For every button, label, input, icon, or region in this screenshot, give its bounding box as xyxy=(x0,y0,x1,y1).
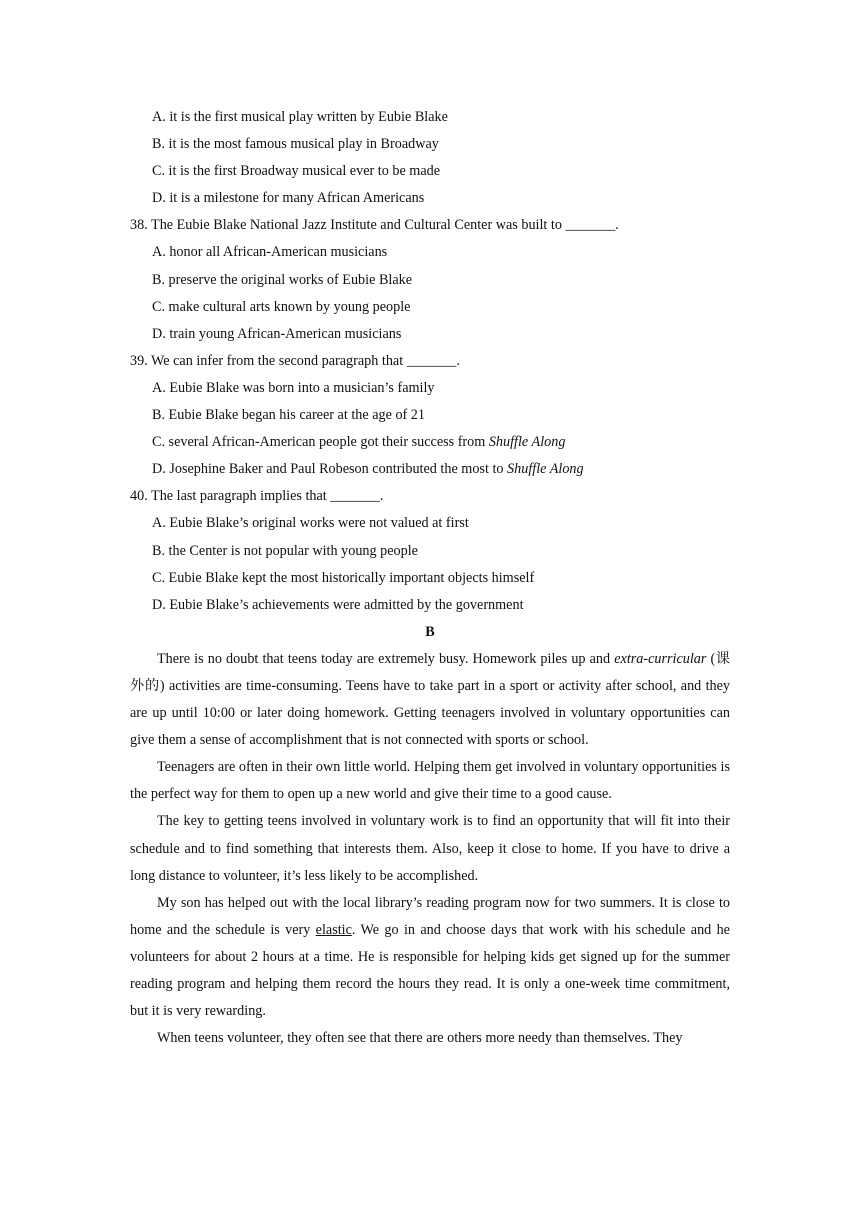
italic-title: Shuffle Along xyxy=(507,461,584,478)
italic-term: extra-curricular xyxy=(614,650,707,667)
option-a: A. Eubie Blake was born into a musician’s family xyxy=(152,379,435,396)
option-a: A. Eubie Blake’s original works were not valued at first xyxy=(152,515,469,532)
question-stem: 40. The last paragraph implies that _______. xyxy=(130,488,384,505)
passage-paragraph-1 xyxy=(130,646,730,754)
option-d xyxy=(130,456,730,483)
passage-paragraph-3 xyxy=(130,808,730,889)
option-c xyxy=(130,429,730,456)
paragraph-text: . We go in and choose days that work with his schedule and he volunteers for about 2 hours at a time. He is responsible for helping kids get signed up for the summer reading program and helping them record the hours they read. It is only a one-week time commitment, but it is very rewarding. xyxy=(130,921,730,1020)
option-d: D. train young African-American musicians xyxy=(152,325,402,342)
passage-paragraph-4 xyxy=(130,890,730,1025)
option-c: C. Eubie Blake kept the most historically important objects himself xyxy=(152,569,535,586)
option-d: D. Eubie Blake’s achievements were admitted by the government xyxy=(152,596,524,613)
question-39 xyxy=(130,348,730,483)
option-b: B. preserve the original works of Eubie Blake xyxy=(152,271,413,288)
option-b: B. Eubie Blake began his career at the age of 21 xyxy=(152,407,425,424)
option-text: D. Josephine Baker and Paul Robeson contributed the most to xyxy=(152,461,508,478)
option-a: A. it is the first musical play written by Eubie Blake xyxy=(152,109,448,125)
paragraph-text: Teenagers are often in their own little world. Helping them get involved in voluntary opportunities is the perfect way for them to open up a new world and give their time to a good cause. xyxy=(130,759,730,803)
option-d: D. it is a milestone for many African Americans xyxy=(152,190,425,207)
question-stem: 39. We can infer from the second paragraph that _______. xyxy=(130,352,460,369)
paragraph-text: The key to getting teens involved in voluntary work is to find an opportunity that will fit into their schedule and to find something that interests them. Also, keep it close to home. If you have to drive a long distance to volunteer, it’s less likely to be accomplished. xyxy=(130,813,730,884)
option-c: C. it is the first Broadway musical ever to be made xyxy=(152,163,441,180)
question-37-options xyxy=(130,104,730,212)
underlined-word: elastic xyxy=(315,921,352,938)
passage-paragraph-5 xyxy=(130,1025,730,1052)
question-38 xyxy=(130,212,730,347)
option-text: C. several African-American people got their success from xyxy=(152,434,489,451)
paragraph-text: There is no doubt that teens today are extremely busy. Homework piles up and xyxy=(157,650,615,667)
paragraph-text: (课外的) activities are time-consuming. Teens have to take part in a sport or activity after school, and they are up until 10:00 or later doing homework. Getting teenagers involved in voluntary opportunities can give them a sense of accomplishment that is not connected with sports or school. xyxy=(130,650,730,749)
paragraph-text: When teens volunteer, they often see that there are others more needy than themselves. They xyxy=(157,1030,683,1047)
document-page xyxy=(130,104,730,1052)
italic-title: Shuffle Along xyxy=(488,434,566,451)
section-heading: B xyxy=(425,623,435,640)
option-b: B. it is the most famous musical play in Broadway xyxy=(152,136,439,153)
paragraph-text: My son has helped out with the local library’s reading program now for two summers. It is close to home and the schedule is very xyxy=(130,894,730,938)
question-stem: 38. The Eubie Blake National Jazz Institute and Cultural Center was built to _______. xyxy=(130,217,619,234)
option-c: C. make cultural arts known by young people xyxy=(152,298,411,315)
option-a: A. honor all African-American musicians xyxy=(152,244,388,261)
option-b: B. the Center is not popular with young people xyxy=(152,542,418,559)
passage-paragraph-2 xyxy=(130,754,730,808)
question-40 xyxy=(130,483,730,618)
